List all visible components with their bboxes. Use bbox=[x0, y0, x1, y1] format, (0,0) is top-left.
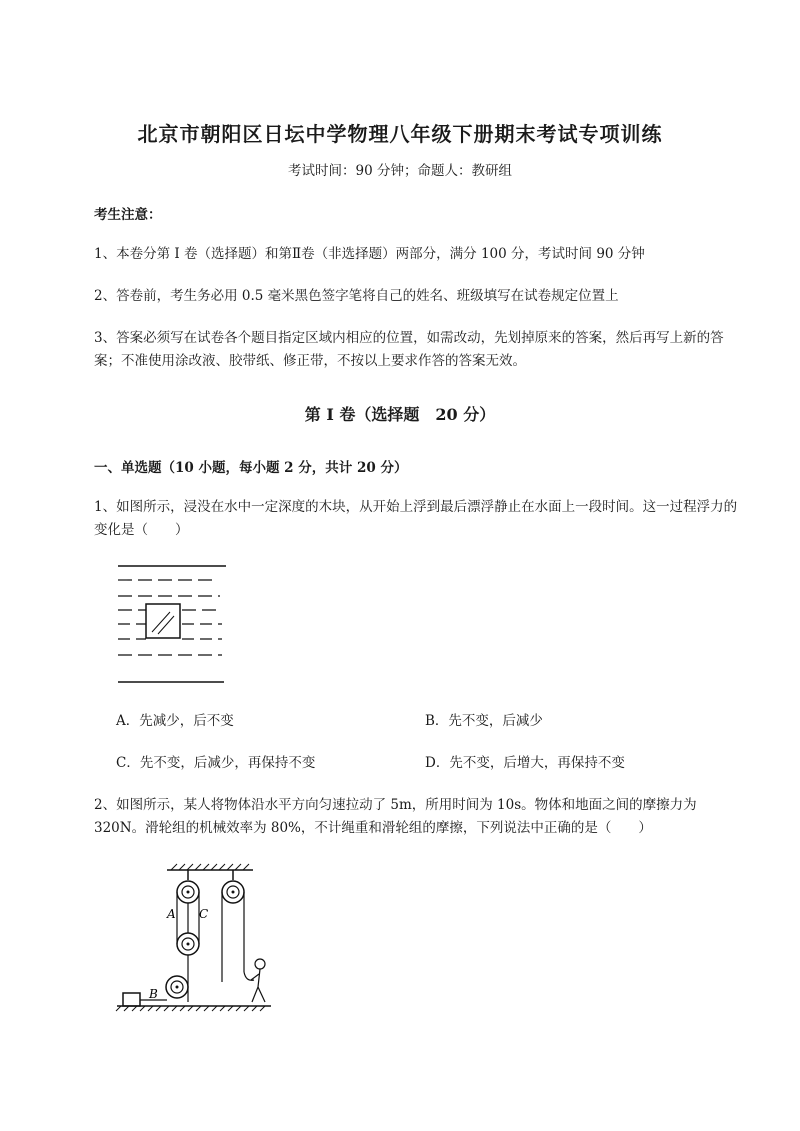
q1-option-a[interactable]: A．先减少，后不变 bbox=[116, 713, 234, 729]
question-2-text: 2、如图所示，某人将物体沿水平方向匀速拉动了 5m，所用时间为 10s。物体和地面之间的摩擦力为 320N。滑轮组的机械效率为 80%，不计绳重和滑轮组的摩擦，下列说法中正确的是（ ） bbox=[94, 797, 697, 836]
question-1-text: 1、如图所示，浸没在水中一定深度的木块，从开始上浮到最后漂浮静止在水面上一段时间。这一过程浮力的变化是（ ） bbox=[94, 499, 738, 538]
q1-option-d[interactable]: D．先不变，后增大，再保持不变 bbox=[425, 755, 625, 771]
label-a: A bbox=[167, 907, 176, 921]
notice-item-2: 2、答卷前，考生务必用 0.5 毫米黑色签字笔将自己的姓名、班级填写在试卷规定位置上 bbox=[94, 288, 619, 304]
exam-info: 考试时间：90 分钟；命题人：教研组 bbox=[288, 163, 512, 179]
label-b: B bbox=[149, 987, 158, 1001]
question-2-pulley-figure bbox=[115, 862, 275, 1022]
part-heading: 一、单选题（10 小题，每小题 2 分，共计 20 分） bbox=[94, 460, 408, 476]
notice-item-1: 1、本卷分第 I 卷（选择题）和第Ⅱ卷（非选择题）两部分，满分 100 分，考试时间 90 分钟 bbox=[94, 246, 645, 262]
label-c: C bbox=[199, 907, 209, 921]
question-1-figure bbox=[112, 560, 232, 690]
notice-item-3: 3、答案必须写在试卷各个题目指定区域内相应的位置，如需改动，先划掉原来的答案，然后再写上新的答案；不准使用涂改液、胶带纸、修正带，不按以上要求作答的答案无效。 bbox=[94, 330, 724, 369]
block-object bbox=[123, 993, 140, 1006]
q1-option-c[interactable]: C．先不变，后减少，再保持不变 bbox=[116, 755, 316, 771]
section-title: 第 I 卷（选择题 20 分） bbox=[304, 405, 496, 424]
wooden-block bbox=[146, 604, 180, 638]
q1-option-b[interactable]: B．先不变，后减少 bbox=[425, 713, 543, 729]
page-title: 北京市朝阳区日坛中学物理八年级下册期末考试专项训练 bbox=[137, 122, 663, 146]
notice-heading: 考生注意： bbox=[94, 207, 162, 223]
